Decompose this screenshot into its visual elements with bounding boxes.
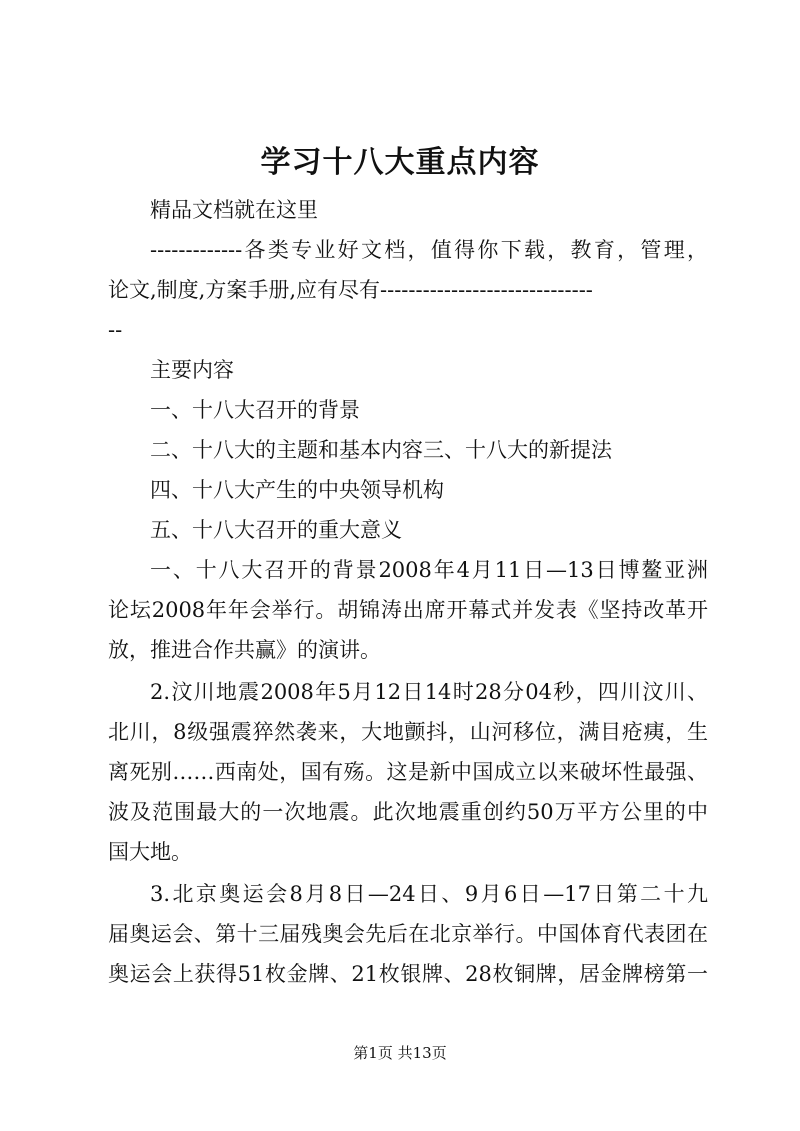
- document-title: 学习十八大重点内容: [260, 145, 540, 180]
- intro-dash-line: --: [108, 318, 123, 342]
- page-number: 第1页 共13页: [353, 1044, 447, 1062]
- outline-item: 二、十八大的主题和基本内容三、十八大的新提法: [150, 438, 612, 462]
- intro-line: 精品文档就在这里: [150, 198, 318, 222]
- paragraph-line: 国大地。: [108, 840, 192, 864]
- paragraph-line: 2.汶川地震2008年5月12日14时28分04秒，四川汶川、: [150, 680, 708, 704]
- paragraph-line: 届奥运会、第十三届残奥会先后在北京举行。中国体育代表团在: [108, 922, 708, 946]
- paragraph-line: 奥运会上获得51枚金牌、21枚银牌、28枚铜牌，居金牌榜第一: [108, 962, 708, 986]
- section-heading: 主要内容: [150, 358, 234, 382]
- paragraph-line: 放，推进合作共赢》的演讲。: [108, 638, 381, 662]
- intro-dash-line: 论文,制度,方案手册,应有尽有------------------------------: [108, 278, 593, 302]
- outline-item: 一、十八大召开的背景: [150, 398, 360, 422]
- outline-item: 五、十八大召开的重大意义: [150, 518, 402, 542]
- paragraph-line: 离死别……西南处，国有殇。这是新中国成立以来破坏性最强、: [108, 760, 708, 784]
- paragraph-line: 3.北京奥运会8月8日—24日、9月6日—17日第二十九: [150, 882, 708, 906]
- paragraph-line: 波及范围最大的一次地震。此次地震重创约50万平方公里的中: [108, 800, 708, 824]
- outline-item: 四、十八大产生的中央领导机构: [150, 478, 444, 502]
- paragraph-line: 一、十八大召开的背景2008年4月11日—13日博鳌亚洲: [150, 558, 708, 582]
- paragraph-line: 北川，8级强震猝然袭来，大地颤抖，山河移位，满目疮痍，生: [108, 720, 708, 744]
- intro-dash-line: -------------各类专业好文档，值得你下载，教育，管理，: [150, 238, 708, 262]
- paragraph-line: 论坛2008年年会举行。胡锦涛出席开幕式并发表《坚持改革开: [108, 598, 708, 622]
